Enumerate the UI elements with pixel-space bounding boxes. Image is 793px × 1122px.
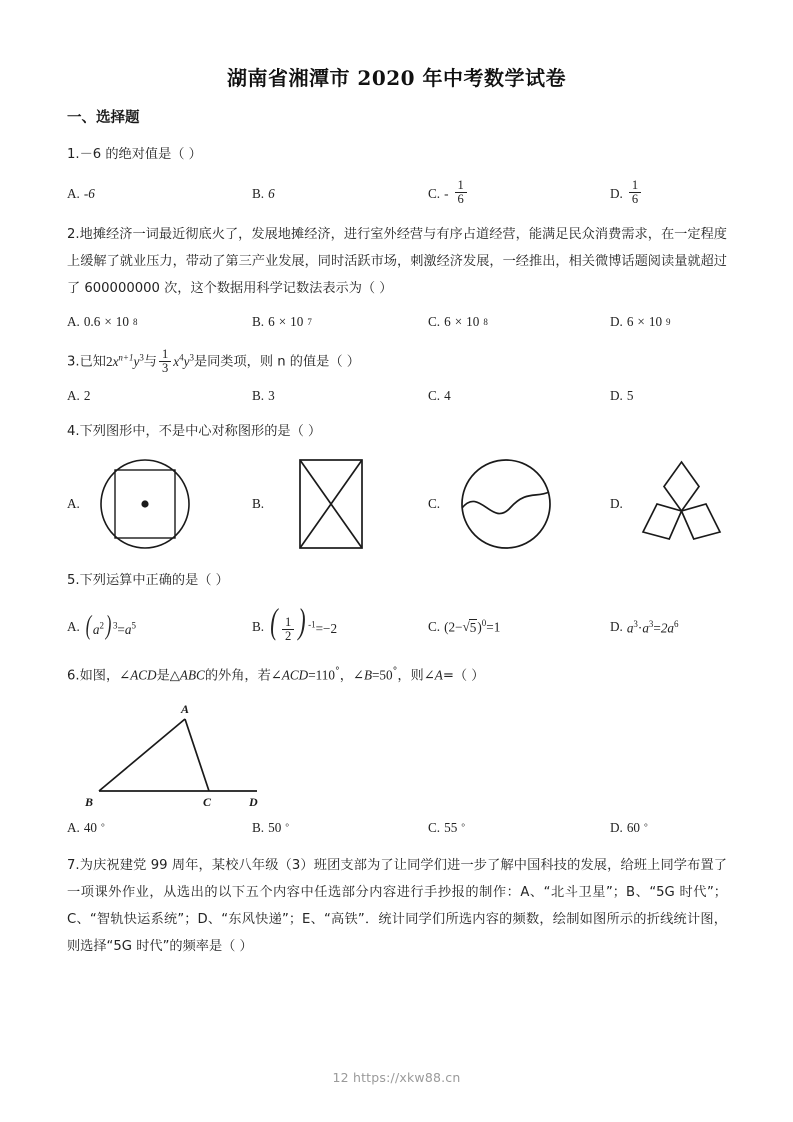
- q6-equation-3: =（ ）: [442, 668, 485, 684]
- option-2-d-exponent: 9: [666, 317, 671, 328]
- option-2-b-base: 10: [290, 314, 304, 330]
- factor-1: a: [626, 619, 634, 635]
- option-4-b[interactable]: [252, 452, 428, 556]
- option-3-c-value: 4: [444, 388, 451, 404]
- option-1-c-label: C.: [428, 185, 441, 201]
- q6-equation-1: =110: [308, 667, 335, 683]
- question-3-stem-mid: 与: [143, 354, 157, 370]
- question-2-stem: 2.地摊经济一词最近彻底火了，发展地摊经济，进行室外经营与有序占道经营，能满足民众消费需求，在一定程度上缓解了就业压力，带动了第三产业发展，同时活跃市场，刺激经济发展，一经推出，相关微博话题阅读量就超过了 600000000 次，这个数据用科学记数法表示为（ ）: [67, 227, 727, 297]
- option-1-a-value: -6: [83, 185, 95, 201]
- option-1-b-value: 6: [268, 185, 275, 201]
- option-3-d-label: D.: [610, 388, 623, 404]
- fraction-one-half: [282, 616, 294, 643]
- option-5-a-label: A.: [67, 619, 80, 635]
- fraction-denominator: 2: [282, 629, 294, 643]
- paren-close: ): [105, 609, 112, 640]
- paren-close: ): [298, 601, 306, 642]
- expr2-exponent: 4: [179, 352, 184, 363]
- q6-part-3: 的外角，若: [204, 668, 271, 684]
- q6-angle-acd: ∠ACD: [119, 667, 157, 683]
- option-1-b[interactable]: [252, 180, 428, 207]
- circle-with-s-curve-icon: [454, 452, 558, 556]
- degree-symbol: °: [101, 823, 105, 834]
- option-5-d-label: D.: [610, 619, 623, 635]
- option-3-d-value: 5: [626, 388, 634, 404]
- option-6-b-label: B.: [252, 820, 265, 836]
- question-5-stem: 5.下列运算中正确的是（ ）: [67, 573, 229, 589]
- option-5-c-label: C.: [428, 619, 441, 635]
- expr1-exponent: n+1: [118, 352, 134, 363]
- exam-content: [67, 106, 727, 964]
- question-3: [67, 344, 727, 404]
- question-3-expr2: [157, 347, 194, 376]
- equals-sign: =: [486, 619, 494, 635]
- degree-symbol: °: [334, 666, 340, 678]
- option-4-a-label: A.: [67, 496, 80, 512]
- dot-operator: ·: [637, 619, 643, 635]
- option-6-c-label: C.: [428, 820, 441, 836]
- question-6-stem: [67, 658, 727, 689]
- three-rhombi-cluster-icon: [636, 452, 727, 556]
- q6-angle-b: ∠B: [352, 667, 372, 683]
- option-5-b-expression: [268, 601, 338, 644]
- option-4-b-label: B.: [252, 496, 265, 512]
- option-6-b[interactable]: [252, 820, 428, 836]
- question-2: [67, 221, 727, 330]
- option-4-a[interactable]: [67, 452, 252, 556]
- times-sign: ×: [454, 314, 463, 330]
- outer-exponent: 3: [112, 620, 118, 631]
- fraction-denominator: 6: [455, 192, 467, 206]
- option-4-d-label: D.: [610, 496, 623, 512]
- option-5-d-expression: [627, 619, 679, 636]
- option-5-d-rhs: 2a: [660, 619, 675, 635]
- expr1-coefficient: 2: [105, 353, 113, 369]
- option-1-d[interactable]: [610, 180, 727, 207]
- degree-symbol: °: [644, 823, 648, 834]
- option-6-a[interactable]: [67, 820, 252, 836]
- rectangle-with-diagonals-icon: [278, 452, 382, 556]
- option-5-c-exponent: 0: [481, 618, 487, 628]
- expr2-exponent2: 3: [189, 352, 194, 363]
- equals-sign: =: [117, 621, 125, 637]
- option-5-c-rhs: 1: [493, 619, 501, 635]
- q6-angle-a: ∠A: [423, 667, 443, 683]
- vertex-label-a: A: [181, 702, 190, 717]
- option-5-b-label: B.: [252, 619, 265, 635]
- option-2-c-mantissa: 6: [444, 314, 451, 330]
- question-4: [67, 418, 727, 557]
- option-2-c-label: C.: [428, 314, 441, 330]
- equals-sign: =: [653, 619, 661, 635]
- option-3-b[interactable]: [252, 388, 428, 404]
- option-6-d-value: 60: [626, 820, 641, 836]
- option-5-d[interactable]: [610, 610, 727, 644]
- option-2-b[interactable]: [252, 314, 428, 330]
- vertex-label-c: C: [203, 795, 212, 810]
- option-6-b-value: 50: [268, 820, 282, 836]
- radicand: 5: [469, 620, 477, 636]
- question-5: [67, 567, 727, 644]
- q6-triangle-abc: △ABC: [169, 667, 205, 683]
- question-6-options: [67, 820, 727, 836]
- q6-part-1: 6.如图，: [67, 668, 120, 684]
- lhs-open: (2−: [444, 619, 463, 635]
- question-3-stem-post: 是同类项，则 n 的值是（ ）: [193, 354, 360, 370]
- option-2-a-exponent: 8: [132, 317, 138, 328]
- option-6-a-label: A.: [67, 820, 80, 836]
- fraction-denominator: 6: [629, 192, 641, 206]
- circle-with-inscribed-square-and-center-dot-icon: [93, 452, 197, 556]
- option-6-c-value: 55: [444, 820, 458, 836]
- question-7-stem: 7.为庆祝建党 99 周年，某校八年级（3）班团支部为了让同学们进一步了解中国科技的发展，给班上同学布置了一项课外作业，从选出的以下五个内容中任选部分内容进行手抄报的制作：A、“北斗卫星”；B、“5G 时代”；C、“智轨快运系统”；D、“东风快递”；E、“高铁”．统计同学们所选内容的频数，绘制如图所示的折线统计图，则选择“5G 时代”的频率是（ ）: [67, 858, 727, 955]
- option-3-d[interactable]: [610, 388, 727, 404]
- option-2-d-label: D.: [610, 314, 623, 330]
- question-7: [67, 852, 727, 960]
- triangle-abc-with-exterior-angle-icon: [77, 697, 327, 809]
- paren-open: (: [270, 601, 278, 642]
- fraction-denominator: 3: [159, 361, 171, 375]
- fraction-numerator: 1: [457, 178, 464, 192]
- option-2-b-label: B.: [252, 314, 265, 330]
- option-3-b-value: 3: [268, 388, 275, 404]
- factor-2-exponent: 3: [648, 618, 654, 629]
- option-5-b-exponent: -1: [308, 619, 316, 630]
- option-3-b-label: B.: [252, 388, 265, 404]
- fraction-numerator: 1: [284, 614, 292, 629]
- option-1-d-fraction: [629, 179, 641, 206]
- expr1-exponent2: 3: [139, 352, 144, 363]
- question-3-expr1: [106, 354, 144, 369]
- expr2-fraction: [159, 348, 171, 375]
- option-2-d-base: 10: [648, 314, 663, 330]
- option-2-d[interactable]: [610, 314, 727, 330]
- option-5-c[interactable]: [428, 610, 610, 644]
- question-6-figure: [77, 697, 727, 814]
- option-1-a[interactable]: [67, 180, 252, 207]
- option-4-c-label: C.: [428, 496, 441, 512]
- times-sign: ×: [278, 314, 287, 330]
- question-4-figures: [67, 451, 727, 557]
- expr1-variable2: y: [133, 353, 140, 369]
- times-sign: ×: [104, 314, 112, 330]
- base-a: a: [92, 621, 100, 637]
- expr2-variable: x: [173, 353, 180, 369]
- page-title: 湖南省湘潭市 2020 年中考数学试卷: [226, 66, 567, 90]
- option-2-c-exponent: 8: [483, 317, 488, 328]
- option-2-a-base: 10: [115, 314, 129, 330]
- question-4-stem: 4.下列图形中，不是中心对称图形的是（ ）: [67, 424, 322, 440]
- degree-symbol: °: [285, 823, 290, 834]
- question-1-stem: 1.－6 的绝对值是（ ）: [67, 147, 202, 162]
- sqrt-icon: √ 5: [462, 619, 477, 636]
- option-3-c-label: C.: [428, 388, 441, 404]
- fraction-numerator: 1: [161, 347, 169, 362]
- option-6-d-label: D.: [610, 820, 623, 836]
- option-1-d-label: D.: [610, 185, 623, 201]
- footer-watermark: 12 https://xkw88.cn: [332, 1070, 461, 1085]
- rhs-base: a: [124, 621, 132, 637]
- lhs-close: ): [477, 619, 482, 635]
- option-3-a[interactable]: [67, 388, 252, 404]
- option-2-c[interactable]: [428, 314, 610, 330]
- option-3-c[interactable]: [428, 388, 610, 404]
- option-2-a-mantissa: 0.6: [83, 314, 101, 330]
- q6-part-2: 是: [156, 668, 170, 684]
- option-2-c-base: 10: [466, 314, 480, 330]
- option-6-d[interactable]: [610, 820, 727, 836]
- q6-part-4: ，: [339, 668, 353, 684]
- question-3-options: [67, 388, 727, 404]
- expr1-variable: x: [112, 353, 119, 369]
- option-2-d-mantissa: 6: [626, 314, 634, 330]
- option-1-a-label: A.: [67, 185, 80, 201]
- equals-sign: =: [315, 621, 324, 637]
- option-5-c-expression: [444, 618, 500, 636]
- q6-part-5: ，则: [397, 668, 424, 684]
- fraction-numerator: 1: [631, 178, 639, 192]
- rhs-exponent: 5: [131, 620, 136, 631]
- option-4-d[interactable]: [610, 452, 727, 556]
- option-6-c[interactable]: [428, 820, 610, 836]
- question-6: [67, 658, 727, 836]
- option-3-a-label: A.: [67, 388, 80, 404]
- option-1-c-sign: -: [444, 185, 449, 201]
- factor-1-exponent: 3: [633, 618, 638, 629]
- option-3-a-value: 2: [83, 388, 91, 404]
- inner-exponent: 2: [99, 620, 104, 631]
- question-3-stem: [67, 344, 727, 376]
- option-2-b-mantissa: 6: [268, 314, 275, 330]
- question-3-stem-pre: 3.已知: [67, 354, 106, 370]
- times-sign: ×: [637, 314, 645, 330]
- option-5-d-rhs-exponent: 6: [674, 618, 679, 629]
- option-1-c[interactable]: [428, 180, 610, 207]
- degree-symbol: °: [461, 823, 466, 834]
- question-1: [67, 141, 727, 207]
- vertex-label-b: B: [85, 795, 94, 810]
- option-1-c-fraction: [455, 179, 467, 206]
- option-1-b-label: B.: [252, 185, 265, 201]
- option-5-a[interactable]: [67, 610, 252, 644]
- question-5-options: [67, 601, 727, 644]
- option-5-a-expression: [84, 609, 136, 640]
- option-2-a[interactable]: [67, 314, 252, 330]
- expr2-variable2: y: [183, 353, 190, 369]
- option-5-b-rhs: −2: [323, 621, 338, 637]
- factor-2: a: [642, 619, 649, 635]
- paren-open: (: [85, 609, 92, 640]
- question-2-options: [67, 314, 727, 330]
- option-6-a-value: 40: [83, 820, 98, 836]
- q6-angle-acd-2: ∠ACD: [270, 667, 309, 683]
- option-5-b[interactable]: [252, 601, 428, 644]
- section-heading: 一、选择题: [67, 110, 140, 126]
- question-1-options: [67, 180, 727, 207]
- vertex-label-d: D: [249, 795, 258, 810]
- option-2-a-label: A.: [67, 314, 80, 330]
- degree-symbol: °: [392, 666, 398, 678]
- option-4-c[interactable]: [428, 452, 610, 556]
- q6-equation-2: =50: [372, 667, 393, 683]
- option-2-b-exponent: 7: [307, 317, 312, 328]
